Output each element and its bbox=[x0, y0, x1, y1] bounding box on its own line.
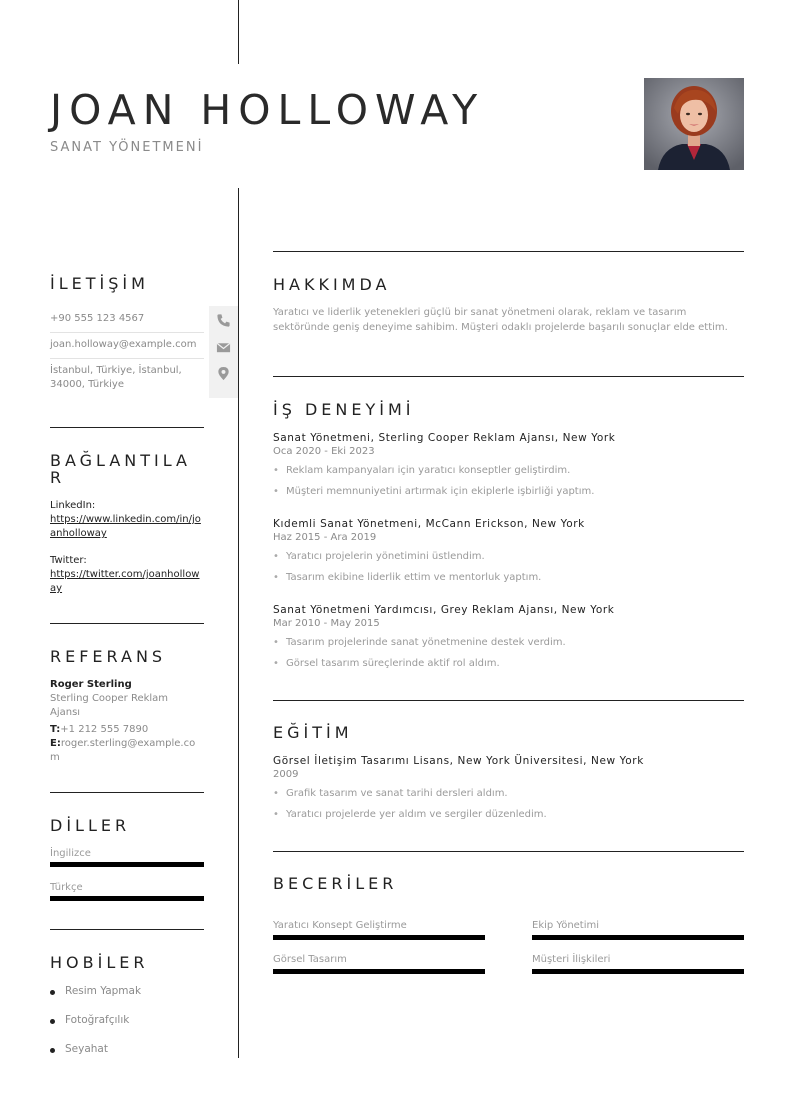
language-name: Türkçe bbox=[50, 882, 83, 893]
skills-heading: BECERİLER bbox=[273, 874, 398, 893]
contact-heading: İLETİŞİM bbox=[50, 274, 149, 293]
bullet-dot bbox=[50, 1019, 55, 1024]
reference-email-row bbox=[50, 737, 204, 765]
section-divider bbox=[50, 623, 204, 624]
bullet-text: Yaratıcı projelerde yer aldım ve sergiler düzenledim. bbox=[286, 809, 547, 820]
bullet-dot bbox=[50, 1048, 55, 1053]
job-dates: Mar 2010 - May 2015 bbox=[273, 618, 380, 629]
email-icon bbox=[216, 340, 231, 355]
reference-email-label: E: bbox=[50, 738, 61, 749]
bullet-text: Tasarım projelerinde sanat yönetmenine destek verdim. bbox=[286, 637, 566, 648]
reference-phone-row bbox=[50, 723, 204, 737]
job-bullet: • Tasarım ekibine liderlik ettim ve mentorluk yaptım. bbox=[273, 572, 542, 583]
reference-company: Sterling Cooper Reklam Ajansı bbox=[50, 693, 169, 718]
hobby-label: Resim Yapmak bbox=[65, 985, 142, 997]
candidate-name: JOAN HOLLOWAY bbox=[50, 86, 485, 134]
contact-address: İstanbul, Türkiye, İstanbul, 34000, Türkiye bbox=[50, 365, 182, 390]
contact-email: joan.holloway@example.com bbox=[50, 339, 197, 350]
skill-level-bar bbox=[532, 935, 744, 940]
job-dates: Haz 2015 - Ara 2019 bbox=[273, 532, 377, 543]
reference-email: roger.sterling@example.com bbox=[50, 738, 196, 763]
skill-name: Görsel Tasarım bbox=[273, 954, 347, 965]
skill-name: Ekip Yönetimi bbox=[532, 920, 600, 931]
location-pin-icon bbox=[216, 366, 231, 381]
contact-separator bbox=[50, 332, 204, 333]
reference-phone-label: T: bbox=[50, 724, 61, 735]
phone-icon bbox=[216, 313, 231, 328]
languages-heading: DİLLER bbox=[50, 816, 131, 835]
section-divider bbox=[50, 427, 204, 428]
section-divider bbox=[273, 851, 744, 852]
education-heading: EĞİTİM bbox=[273, 723, 353, 742]
language-level-bar bbox=[50, 862, 204, 867]
twitter-label: Twitter: bbox=[50, 555, 87, 566]
language-level-bar bbox=[50, 896, 204, 901]
section-divider bbox=[50, 929, 204, 930]
bullet-text: Reklam kampanyaları için yaratıcı konseptler geliştirdim. bbox=[286, 465, 571, 476]
twitter-link-wrap bbox=[50, 568, 202, 596]
hobby-label: Fotoğrafçılık bbox=[65, 1014, 130, 1026]
skill-name: Yaratıcı Konsept Geliştirme bbox=[273, 920, 407, 931]
skill-level-bar bbox=[273, 969, 485, 974]
section-divider bbox=[50, 792, 204, 793]
job-title: Kıdemli Sanat Yönetmeni, McCann Erickson, New York bbox=[273, 518, 585, 530]
vertical-divider bbox=[238, 188, 239, 1058]
portrait-image bbox=[644, 78, 744, 170]
contact-separator bbox=[50, 358, 204, 359]
contact-phone: +90 555 123 4567 bbox=[50, 313, 145, 324]
education-bullet: • Grafik tasarım ve sanat tarihi dersleri aldım. bbox=[273, 788, 508, 799]
section-divider bbox=[273, 251, 744, 252]
skill-name: Müşteri İlişkileri bbox=[532, 954, 611, 965]
job-bullet: • Müşteri memnuniyetini artırmak için ekiplerle işbirliği yaptım. bbox=[273, 486, 595, 497]
links-heading: BAĞLANTILA R bbox=[50, 451, 191, 487]
skill-level-bar bbox=[532, 969, 744, 974]
job-bullet: • Reklam kampanyaları için yaratıcı konseptler geliştirdim. bbox=[273, 465, 571, 476]
about-text: Yaratıcı ve liderlik yetenekleri güçlü bir sanat yönetmeni olarak, reklam ve tasarım sektöründe geniş deneyime sahibim. Müşteri odaklı projelerde başarılı sonuçlar elde ettim. bbox=[273, 307, 728, 333]
job-bullet: • Görsel tasarım süreçlerinde aktif rol aldım. bbox=[273, 658, 500, 669]
section-divider bbox=[273, 376, 744, 377]
job-title: Sanat Yönetmeni, Sterling Cooper Reklam Ajansı, New York bbox=[273, 432, 616, 444]
candidate-title: SANAT YÖNETMENİ bbox=[50, 140, 204, 155]
education-year: 2009 bbox=[273, 769, 299, 780]
job-bullet: • Tasarım projelerinde sanat yönetmenine destek verdim. bbox=[273, 637, 566, 648]
bullet-text: Tasarım ekibine liderlik ettim ve mentorluk yaptım. bbox=[286, 572, 542, 583]
reference-name: Roger Sterling bbox=[50, 679, 132, 690]
linkedin-link-wrap bbox=[50, 513, 202, 541]
experience-heading: İŞ DENEYİMİ bbox=[273, 400, 415, 419]
about-heading: HAKKIMDA bbox=[273, 275, 391, 294]
language-name: İngilizce bbox=[50, 848, 91, 859]
hobbies-heading: HOBİLER bbox=[50, 953, 149, 972]
hobby-label: Seyahat bbox=[65, 1043, 108, 1055]
bullet-text: Müşteri memnuniyetini artırmak için ekiplerle işbirliği yaptım. bbox=[286, 486, 595, 497]
section-divider bbox=[273, 700, 744, 701]
education-title: Görsel İletişim Tasarımı Lisans, New York Üniversitesi, New York bbox=[273, 755, 644, 767]
reference-phone: +1 212 555 7890 bbox=[60, 724, 149, 735]
job-bullet: • Yaratıcı projelerin yönetimini üstlendim. bbox=[273, 551, 485, 562]
references-heading: REFERANS bbox=[50, 647, 167, 666]
linkedin-link[interactable]: https://www.linkedin.com/in/joanholloway bbox=[50, 514, 201, 539]
skill-level-bar bbox=[273, 935, 485, 940]
bullet-text: Yaratıcı projelerin yönetimini üstlendim. bbox=[286, 551, 485, 562]
vertical-divider-top bbox=[238, 0, 239, 64]
profile-photo bbox=[644, 78, 744, 170]
education-bullet: • Yaratıcı projelerde yer aldım ve sergiler düzenledim. bbox=[273, 809, 547, 820]
job-dates: Oca 2020 - Eki 2023 bbox=[273, 446, 375, 457]
linkedin-label: LinkedIn: bbox=[50, 500, 96, 511]
contact-icon-strip bbox=[209, 306, 238, 398]
bullet-dot bbox=[50, 990, 55, 995]
job-title: Sanat Yönetmeni Yardımcısı, Grey Reklam Ajansı, New York bbox=[273, 604, 615, 616]
bullet-text: Grafik tasarım ve sanat tarihi dersleri aldım. bbox=[286, 788, 508, 799]
twitter-link[interactable]: https://twitter.com/joanholloway bbox=[50, 569, 200, 594]
bullet-text: Görsel tasarım süreçlerinde aktif rol aldım. bbox=[286, 658, 500, 669]
